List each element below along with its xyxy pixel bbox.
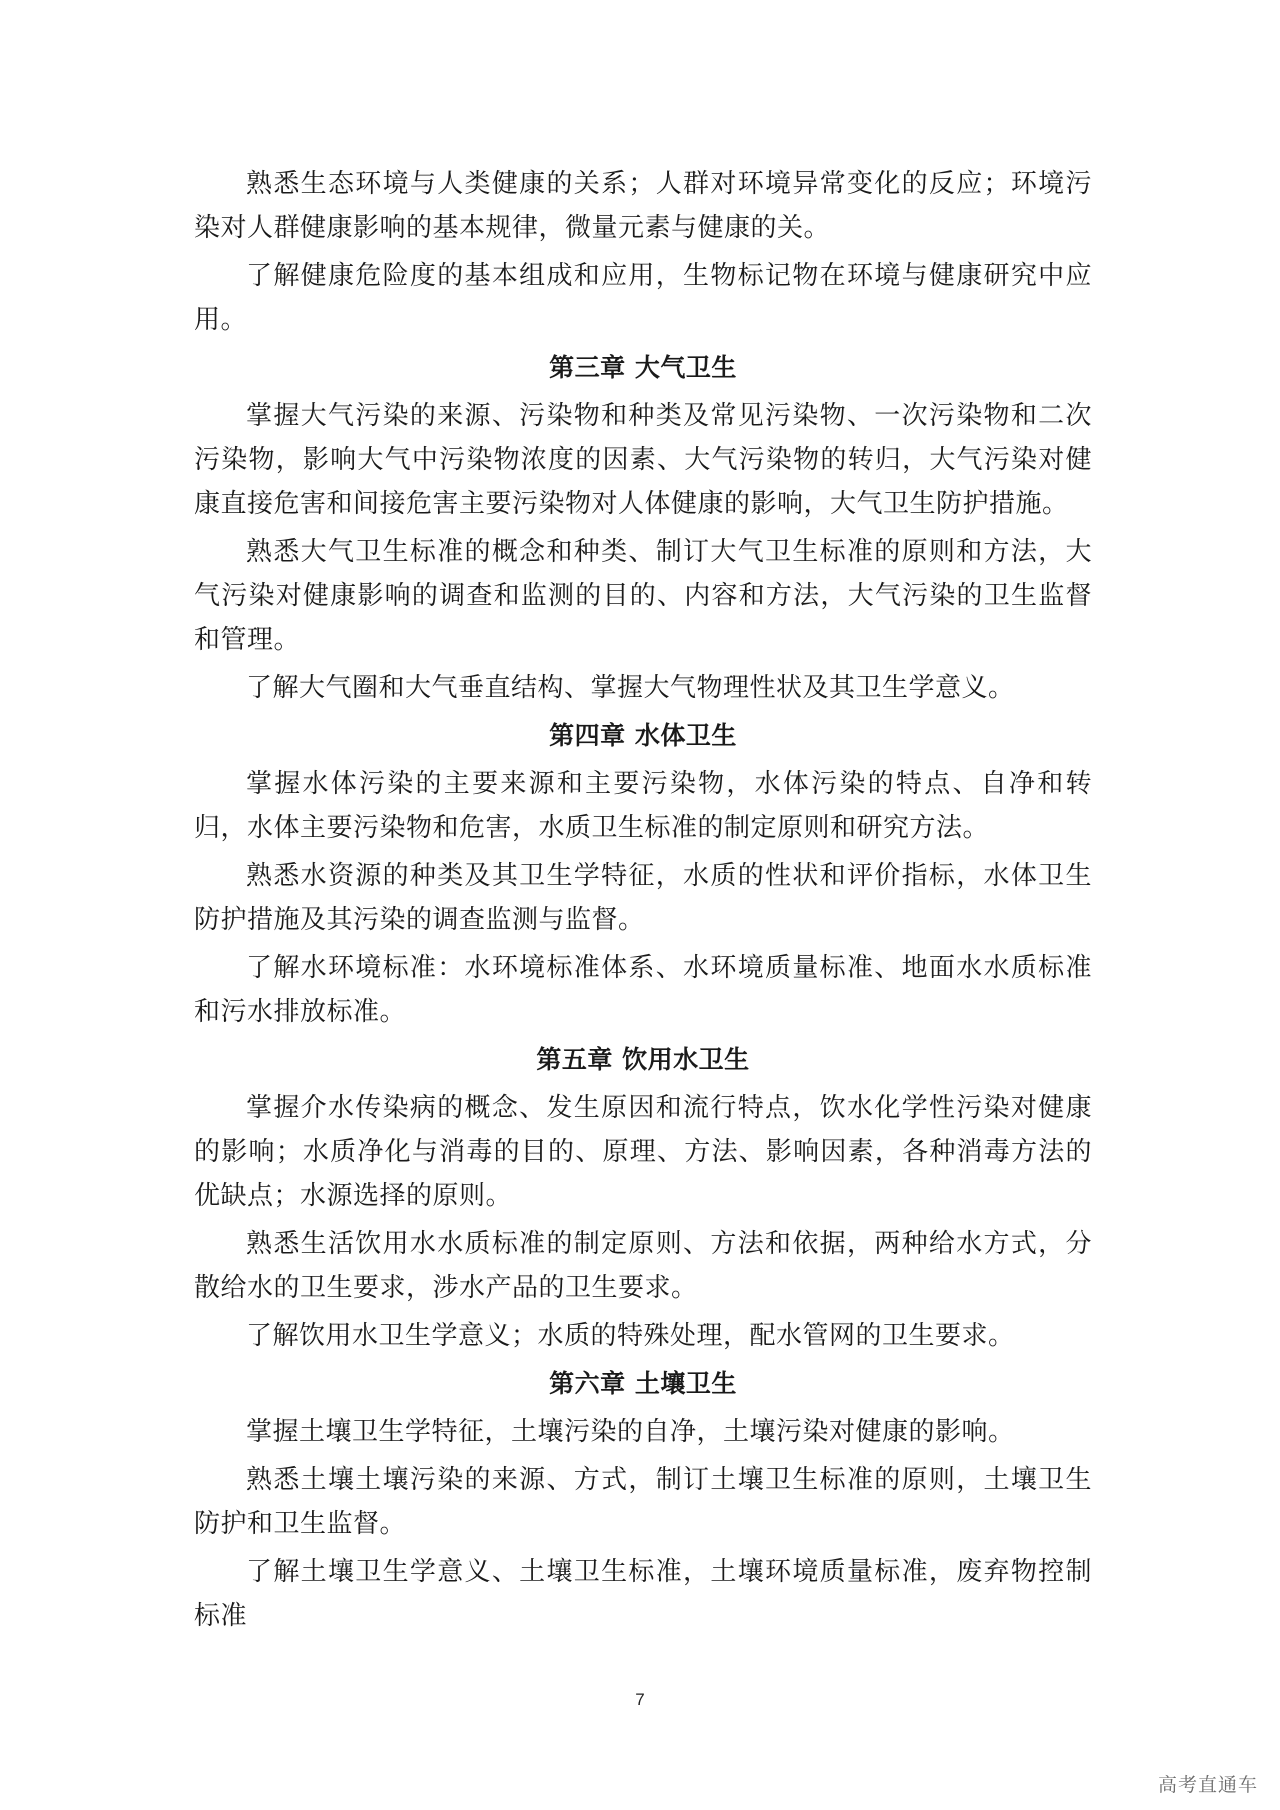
paragraph: 掌握介水传染病的概念、发生原因和流行特点，饮水化学性污染对健康的影响；水质净化与消毒的目的、原理、方法、影响因素，各种消毒方法的优缺点；水源选择的原则。 bbox=[194, 1093, 1092, 1211]
paragraph: 熟悉大气卫生标准的概念和种类、制订大气卫生标准的原则和方法，大气污染对健康影响的调查和监测的目的、内容和方法，大气污染的卫生监督和管理。 bbox=[194, 537, 1092, 655]
paragraph: 了解健康危险度的基本组成和应用，生物标记物在环境与健康研究中应用。 bbox=[194, 261, 1092, 335]
chapter-heading: 第六章 土壤卫生 bbox=[549, 1369, 737, 1398]
paragraph: 熟悉生活饮用水水质标准的制定原则、方法和依据，两种给水方式，分散给水的卫生要求，涉水产品的卫生要求。 bbox=[194, 1229, 1092, 1303]
watermark: 高考直通车 bbox=[1157, 1774, 1258, 1796]
paragraph: 掌握水体污染的主要来源和主要污染物，水体污染的特点、自净和转归，水体主要污染物和危害，水质卫生标准的制定原则和研究方法。 bbox=[194, 769, 1092, 843]
document-body bbox=[194, 162, 1092, 1642]
paragraph: 了解土壤卫生学意义、土壤卫生标准，土壤环境质量标准，废弃物控制标准 bbox=[194, 1557, 1092, 1631]
chapter-heading: 第五章 饮用水卫生 bbox=[536, 1045, 750, 1074]
chapter-heading: 第四章 水体卫生 bbox=[549, 721, 737, 750]
paragraph: 掌握大气污染的来源、污染物和种类及常见污染物、一次污染物和二次污染物，影响大气中污染物浓度的因素、大气污染物的转归，大气污染对健康直接危害和间接危害主要污染物对人体健康的影响，大气卫生防护措施。 bbox=[194, 401, 1092, 519]
page-number: 7 bbox=[635, 1690, 645, 1709]
paragraph: 掌握土壤卫生学特征，土壤污染的自净，土壤污染对健康的影响。 bbox=[246, 1417, 1015, 1447]
chapter-heading: 第三章 大气卫生 bbox=[549, 353, 737, 382]
paragraph: 熟悉土壤土壤污染的来源、方式，制订土壤卫生标准的原则，土壤卫生防护和卫生监督。 bbox=[194, 1465, 1092, 1539]
paragraph: 熟悉水资源的种类及其卫生学特征，水质的性状和评价指标，水体卫生防护措施及其污染的调查监测与监督。 bbox=[194, 861, 1092, 935]
paragraph: 了解大气圈和大气垂直结构、掌握大气物理性状及其卫生学意义。 bbox=[246, 673, 1015, 703]
paragraph: 熟悉生态环境与人类健康的关系；人群对环境异常变化的反应；环境污染对人群健康影响的基本规律，微量元素与健康的关。 bbox=[194, 169, 1092, 243]
paragraph: 了解饮用水卫生学意义；水质的特殊处理，配水管网的卫生要求。 bbox=[246, 1321, 1015, 1351]
paragraph: 了解水环境标准：水环境标准体系、水环境质量标准、地面水水质标准和污水排放标准。 bbox=[194, 953, 1092, 1027]
